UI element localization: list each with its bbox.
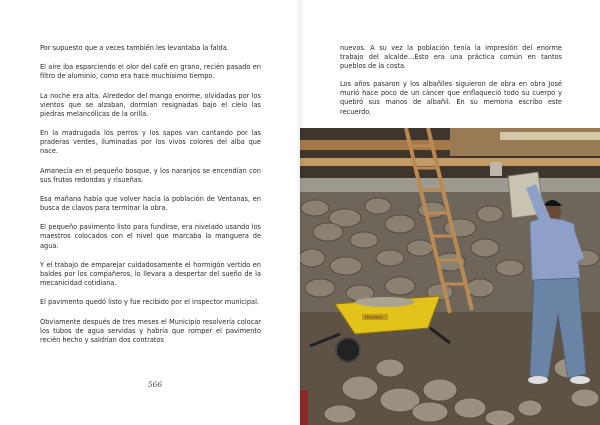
left-text-column <box>40 44 261 355</box>
paragraph: Por supuesto que a veces también les levantaba la falda. <box>40 44 229 52</box>
paragraph: Y el trabajo de emparejar cuidadosamente el hormigón vertido en baldes por los compañeros, lo llevara a despertar del sueño de la mecanicidad cotidiana. <box>40 260 261 287</box>
paragraph: El aire iba esparciendo el olor del café en grano, recién pasado en filtro de aluminio, como era hace muchísimo tiempo. <box>40 63 261 81</box>
paragraph: Esa mañana había que volver hacia la población de Ventanas, en busca de clavos para terminar la obra. <box>40 194 261 213</box>
construction-photo <box>300 128 600 425</box>
paragraph: El pavimento quedó listo y fue recibido por el inspector municipal. <box>40 298 260 307</box>
concrete-ledge <box>300 178 600 192</box>
paragraph: En la madrugada los perros y los sapos van cantando por las praderas verdes, iluminadas por los vivos colores del alba que nace. <box>40 129 261 156</box>
book-gutter <box>296 0 304 425</box>
paragraph: Amanecía en el pequeño bosque, y los naranjos se encendían con sus frutas redondas y risueñas. <box>40 166 261 184</box>
paragraph: El pequeño pavimento listo para fundirse, era nivelado usando los maestros colocados con el nivel que marcaba la manguera de agua. <box>40 223 261 250</box>
paragraph: Los años pasaron y los albañiles siguieron de obra en obra José murió hace poco de un cáncer que enflaqueció todo su cuerpo y quebró sus manos de albañil. En su memoria escribo este recuerdo. <box>340 80 562 116</box>
right-page <box>300 0 600 425</box>
paragraph: Obviamente después de tres meses el Municipio resolvería colocar los tubos de agua servidas y habría que romper el pavimento recién hecho y saldrían dos contratos <box>40 317 261 344</box>
right-text-column <box>340 44 562 126</box>
paragraph: nuevos. A su vez la población tenía la impresión del enorme trabajo del alcalde…Esto era una práctica común en tantos pueblos de la costa. <box>340 44 562 71</box>
page-number: 566 <box>147 380 163 389</box>
paragraph: La noche era alta. Alrededor del mango enorme, olvidadas por los vientos que se alzaban, dormían resignadas bajo el cielo las piedras melancólicas de la orilla. <box>40 91 261 118</box>
wheelbarrow-brand: TRUPER <box>364 315 383 320</box>
